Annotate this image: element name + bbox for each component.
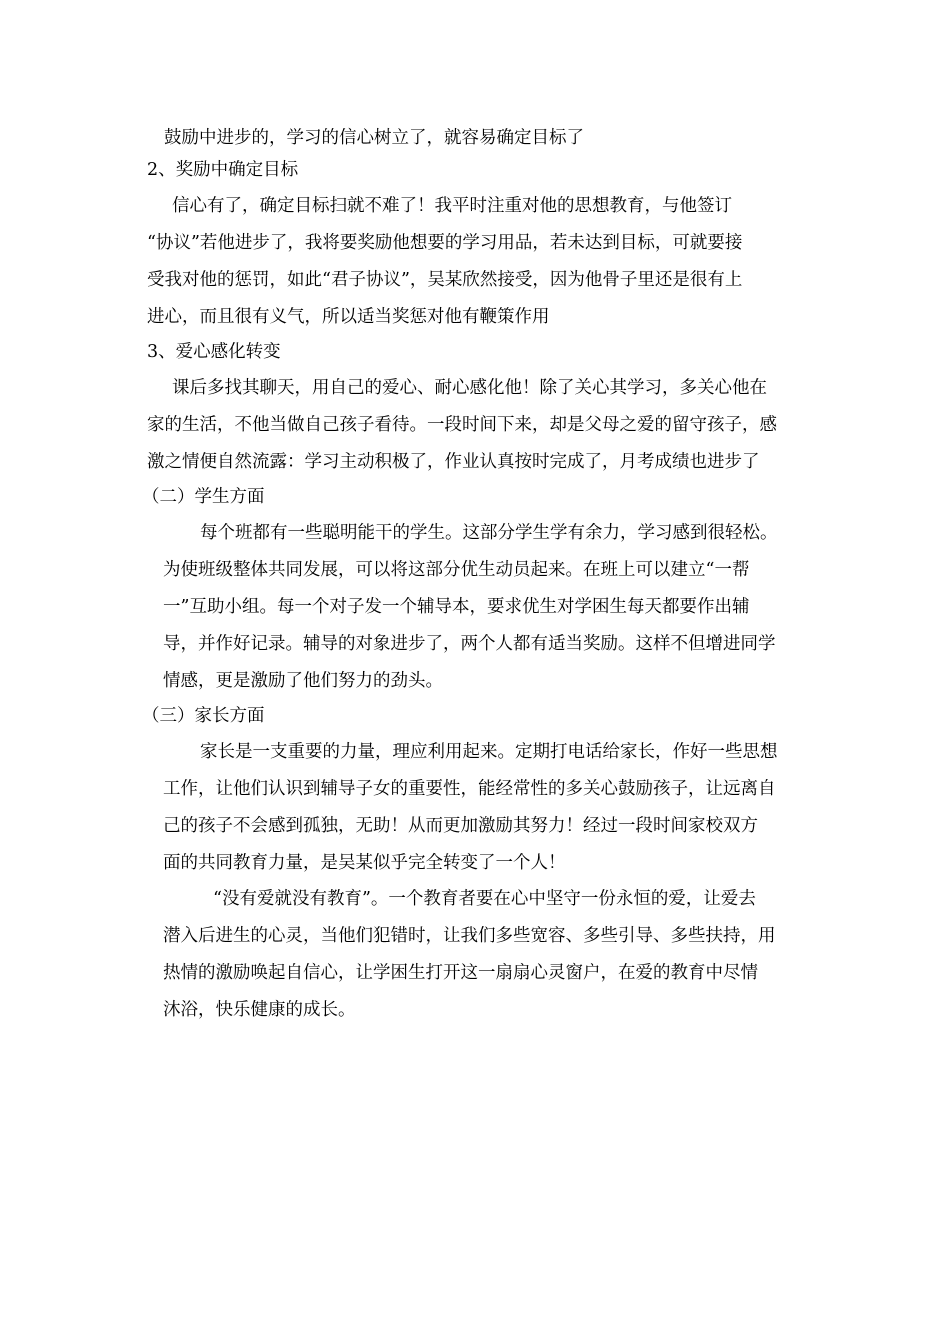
paragraph-line: 工作，让他们认识到辅导子女的重要性，能经常性的多关心鼓励孩子，让远离自 [163,779,776,799]
paragraph-line: 己的孩子不会感到孤独，无助！从而更加激励其努力！经过一段时间家校双方 [163,816,758,836]
paragraph-line: 情感，更是激励了他们努力的劲头。 [163,671,443,691]
paragraph-line: 为使班级整体共同发展，可以将这部分优生动员起来。在班上可以建立“一帮 [163,560,750,580]
paragraph-line: 热情的激励唤起自信心，让学困生打开这一扇扇心灵窗户，在爱的教育中尽情 [163,963,758,983]
paragraph-line: 一”互助小组。每一个对子发一个辅导本，要求优生对学困生每天都要作出辅 [163,597,750,617]
paragraph-line: 潜入后进生的心灵，当他们犯错时，让我们多些宽容、多些引导、多些扶持，用 [163,926,776,946]
paragraph-line: 进心，而且很有义气，所以适当奖惩对他有鞭策作用 [147,307,550,327]
section-heading: （三）家长方面 [142,706,265,726]
paragraph-line: 信心有了，确定目标扫就不难了！我平时注重对他的思想教育，与他签订 [172,196,732,216]
section-heading: 3、爱心感化转变 [147,342,281,362]
paragraph-line: 鼓励中进步的，学习的信心树立了，就容易确定目标了 [164,128,584,148]
paragraph-line: 受我对他的惩罚，如此“君子协议”，吴某欣然接受，因为他骨子里还是很有上 [147,270,743,290]
paragraph-line: 家长是一支重要的力量，理应利用起来。定期打电话给家长，作好一些思想 [200,742,778,762]
paragraph-line: 课后多找其聊天，用自己的爱心、耐心感化他！除了关心其学习，多关心他在 [172,378,767,398]
paragraph-line: 每个班都有一些聪明能干的学生。这部分学生学有余力，学习感到很轻松。 [200,523,778,543]
paragraph-line: 沐浴，快乐健康的成长。 [163,1000,356,1020]
paragraph-line: “协议”若他进步了，我将要奖励他想要的学习用品，若未达到目标，可就要接 [147,233,743,253]
section-heading: （二）学生方面 [142,487,265,507]
paragraph-line: 面的共同教育力量，是吴某似乎完全转变了一个人！ [163,853,566,873]
paragraph-line: “没有爱就没有教育”。一个教育者要在心中坚守一份永恒的爱，让爱去 [213,889,756,909]
paragraph-line: 导，并作好记录。辅导的对象进步了，两个人都有适当奖励。这样不但增进同学 [163,634,776,654]
section-heading: 2、奖励中确定目标 [147,160,299,180]
paragraph-line: 激之情便自然流露：学习主动积极了，作业认真按时完成了，月考成绩也进步了 [147,452,760,472]
paragraph-line: 家的生活，不他当做自己孩子看待。一段时间下来，却是父母之爱的留守孩子，感 [147,415,777,435]
